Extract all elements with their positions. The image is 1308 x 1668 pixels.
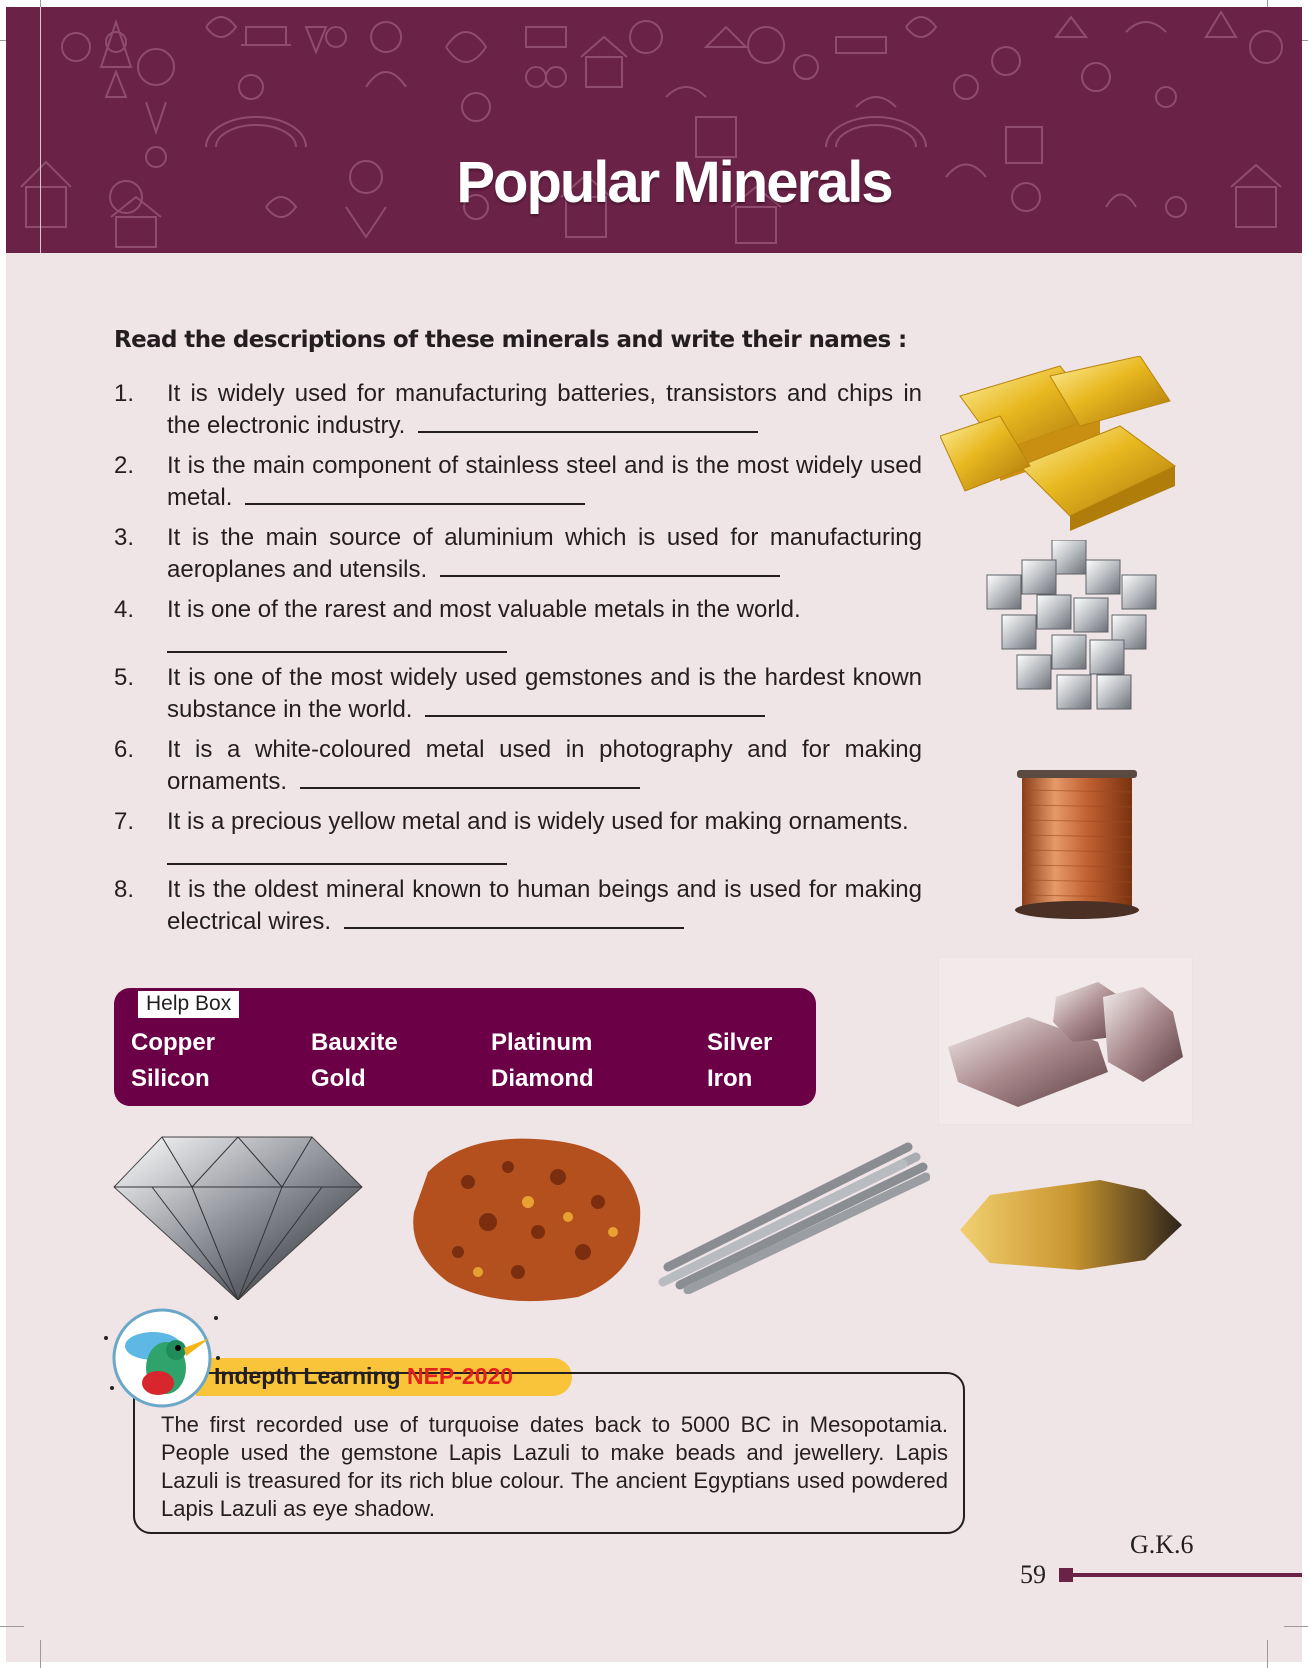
question-item — [114, 662, 922, 725]
indepth-label: Indepth Learning — [214, 1363, 401, 1389]
question-number: 5. — [114, 664, 135, 691]
indepth-text: The first recorded use of turquoise dates back to 5000 BC in Mesopotamia. People used the gemstone Lapis Lazuli to make beads and jewellery. Lapis Lazuli is treasured for its rich blue colour. The ancient Egyptians used powdered Lapis Lazuli as eye shadow. — [161, 1412, 948, 1521]
crop-mark — [1267, 1640, 1268, 1668]
answer-blank[interactable] — [344, 905, 684, 929]
question-item — [114, 874, 922, 937]
crop-mark — [0, 1626, 24, 1627]
help-box-label: Help Box — [138, 991, 239, 1018]
question-number: 4. — [114, 596, 135, 623]
help-word: Gold — [311, 1065, 366, 1092]
crop-mark — [1284, 1626, 1308, 1627]
metal-cubes-image — [982, 540, 1177, 715]
help-word: Silver — [707, 1029, 773, 1056]
answer-blank[interactable] — [440, 553, 780, 577]
iron-rods-image — [658, 1142, 930, 1294]
answer-blank[interactable] — [425, 693, 765, 717]
question-text: It is the oldest mineral known to human beings and is used for making electrical wires. — [167, 876, 922, 935]
footer-square-icon — [1059, 1568, 1073, 1582]
question-item — [114, 522, 922, 585]
help-box — [114, 988, 816, 1106]
question-text: It is one of the most widely used gemstones and is the hardest known substance in the world. — [167, 664, 922, 723]
nep-tag: NEP-2020 — [406, 1363, 514, 1389]
question-number: 1. — [114, 380, 135, 407]
help-word: Bauxite — [311, 1029, 398, 1056]
question-number: 3. — [114, 524, 135, 551]
help-word: Copper — [131, 1029, 215, 1056]
help-word: Platinum — [491, 1029, 593, 1056]
platinum-nuggets-image — [938, 957, 1193, 1125]
question-item — [114, 450, 922, 513]
question-item — [114, 594, 922, 653]
answer-blank[interactable] — [300, 765, 640, 789]
book-label: G.K.6 — [1130, 1530, 1194, 1559]
help-word: Silicon — [131, 1065, 210, 1092]
help-word: Diamond — [491, 1065, 594, 1092]
copper-wire-spool-image — [1012, 770, 1142, 920]
title-banner — [6, 7, 1302, 253]
crop-mark — [40, 1640, 41, 1668]
question-number: 2. — [114, 452, 135, 479]
answer-blank[interactable] — [167, 627, 507, 653]
question-text: It is a precious yellow metal and is widely used for making ornaments. — [167, 808, 909, 835]
bird-mascot-icon — [98, 1298, 228, 1410]
question-item — [114, 734, 922, 797]
silicon-crystal-image — [960, 1175, 1182, 1275]
question-item — [114, 806, 922, 865]
question-number: 8. — [114, 876, 135, 903]
diamond-image — [112, 1132, 364, 1300]
doodle-pattern — [6, 7, 1302, 253]
answer-blank[interactable] — [167, 839, 507, 865]
help-word: Iron — [707, 1065, 753, 1092]
page-number: 59 — [1020, 1560, 1046, 1589]
indepth-heading — [214, 1363, 513, 1390]
question-text: It is the main source of aluminium which is used for manufacturing aeroplanes and utensils. — [167, 524, 922, 583]
footer-rule — [1073, 1573, 1302, 1577]
answer-blank[interactable] — [418, 409, 758, 433]
question-number: 6. — [114, 736, 135, 763]
question-number: 7. — [114, 808, 135, 835]
question-text: It is one of the rarest and most valuable metals in the world. — [167, 596, 801, 623]
gold-bars-image — [940, 356, 1185, 531]
margin-line — [40, 7, 41, 253]
page-title: Popular Minerals — [456, 150, 892, 215]
question-text: It is widely used for manufacturing batteries, transistors and chips in the electronic industry. — [167, 380, 922, 439]
instruction-text: Read the descriptions of these minerals and write their names : — [114, 327, 907, 353]
question-text: It is a white-coloured metal used in photography and for making ornaments. — [167, 736, 922, 795]
question-text: It is the main component of stainless steel and is the most widely used metal. — [167, 452, 922, 511]
bauxite-rock-image — [408, 1132, 644, 1307]
question-list — [114, 378, 922, 946]
answer-blank[interactable] — [245, 481, 585, 505]
question-item — [114, 378, 922, 441]
